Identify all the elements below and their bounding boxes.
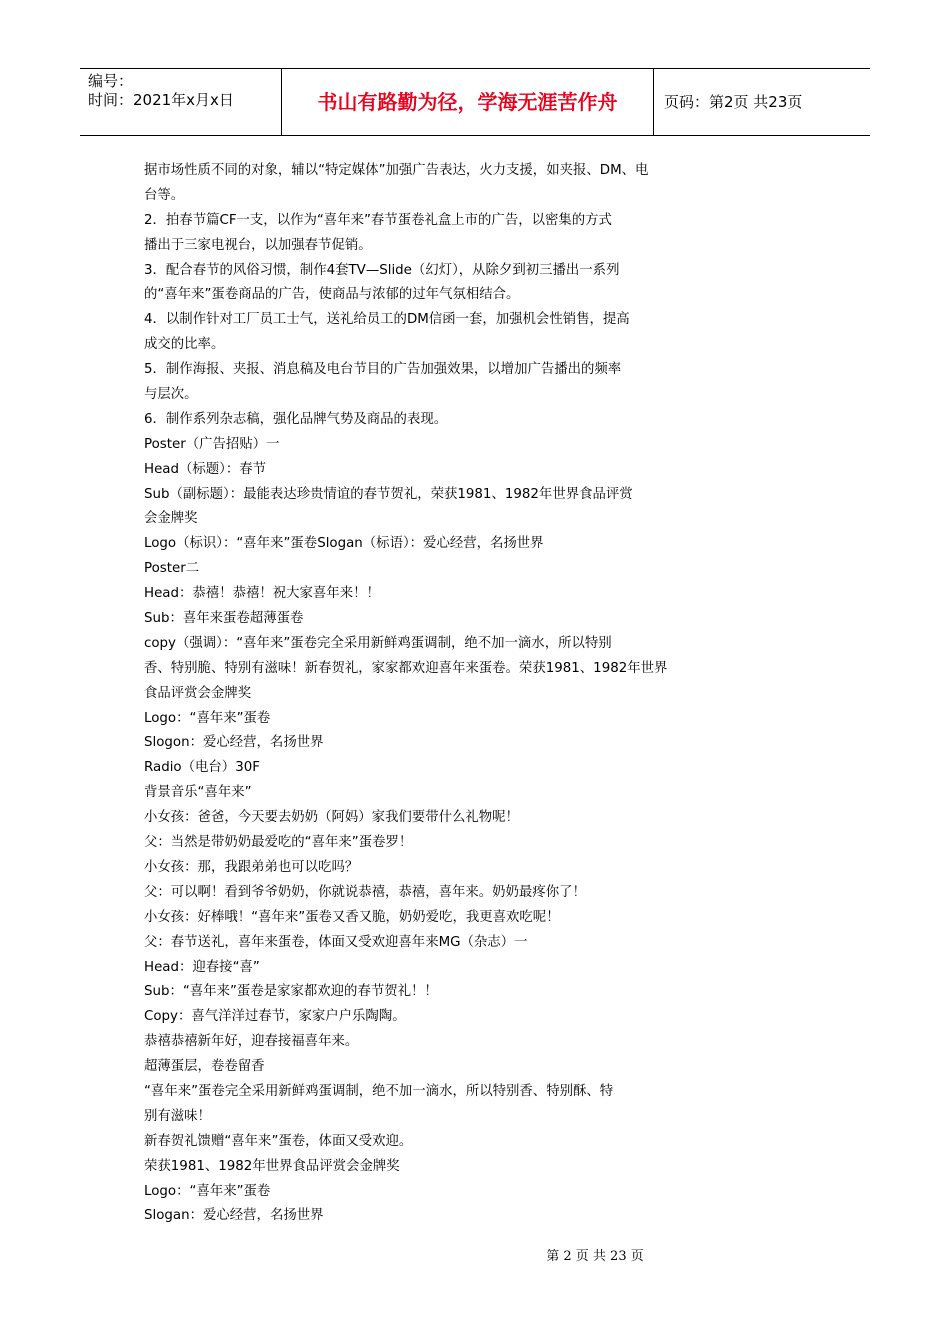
text-line: 食品评赏会金牌奖 <box>144 685 252 701</box>
page-header <box>80 68 870 136</box>
text-line: 6．制作系列杂志稿，强化品牌气势及商品的表现。 <box>144 411 448 427</box>
text-line: Poster二 <box>144 561 200 577</box>
text-line: 父：可以啊！看到爷爷奶奶，你就说恭禧，恭禧，喜年来。奶奶最疼你了！ <box>144 884 586 900</box>
text-line: Slogon：爱心经营，名扬世界 <box>144 735 324 751</box>
text-line: Sub（副标题）：最能表达珍贵情谊的春节贺礼，荣获1981、1982年世界食品评赏 <box>144 486 633 502</box>
document-date: 时间：2021年x月x日 <box>88 91 234 109</box>
text-line: Head：恭禧！恭禧！祝大家喜年来！！ <box>144 586 380 602</box>
header-motto: 书山有路勤为径，学海无涯苦作舟 <box>282 69 654 135</box>
text-line: Sub：“喜年来”蛋卷是家家都欢迎的春节贺礼！！ <box>144 984 438 1000</box>
document-number-label: 编号： <box>88 72 134 90</box>
text-line: 超薄蛋层，卷卷留香 <box>144 1059 265 1075</box>
text-line: 小女孩：那，我跟弟弟也可以吃吗？ <box>144 859 359 875</box>
text-line: Sub：喜年来蛋卷超薄蛋卷 <box>144 611 304 627</box>
text-line: 背景音乐“喜年来” <box>144 785 252 801</box>
text-line: 新春贺礼馈赠“喜年来”蛋卷，体面又受欢迎。 <box>144 1133 413 1149</box>
text-line: Copy：喜气洋洋过春节，家家户户乐陶陶。 <box>144 1009 406 1025</box>
page-footer: 第 2 页 共 23 页 <box>546 1249 644 1264</box>
text-line: Head：迎春接“喜” <box>144 959 260 975</box>
text-line: Logo：“喜年来”蛋卷 <box>144 1183 271 1199</box>
text-line: 据市场性质不同的对象，辅以“特定媒体”加强广告表达，火力支援，如夹报、DM、电 <box>144 163 649 178</box>
text-line: 播出于三家电视台，以加强春节促销。 <box>144 237 372 253</box>
text-line: 2．拍春节篇CF一支，以作为“喜年来”春节蛋卷礼盒上市的广告，以密集的方式 <box>144 212 612 228</box>
text-line: 成交的比率。 <box>144 337 225 353</box>
text-line: 小女孩：好棒哦！“喜年来”蛋卷又香又脆，奶奶爱吃，我更喜欢吃呢！ <box>144 909 560 925</box>
header-meta <box>80 69 282 135</box>
header-page-info: 页码：第2页 共23页 <box>664 93 803 111</box>
text-line: 与层次。 <box>144 387 198 403</box>
text-line: Slogan：爱心经营，名扬世界 <box>144 1208 324 1224</box>
text-line: 香、特别脆、特别有滋味！新春贺礼，家家都欢迎喜年来蛋卷。荣获1981、1982年世界 <box>144 660 668 676</box>
text-line: 父：春节送礼，喜年来蛋卷，体面又受欢迎喜年来MG（杂志）一 <box>144 934 528 950</box>
text-line: 5．制作海报、夹报、消息稿及电台节目的广告加强效果，以增加广告播出的频率 <box>144 362 622 378</box>
text-line: “喜年来”蛋卷完全采用新鲜鸡蛋调制，绝不加一滴水，所以特别香、特别酥、特 <box>144 1083 614 1099</box>
text-line: 的“喜年来”蛋卷商品的广告，使商品与浓郁的过年气氛相结合。 <box>144 287 520 303</box>
text-line: Logo：“喜年来”蛋卷 <box>144 710 271 726</box>
text-line: Poster（广告招贴）一 <box>144 436 280 452</box>
document-body <box>144 159 744 1229</box>
text-line: 台等。 <box>144 187 185 203</box>
text-line: copy（强调）：“喜年来”蛋卷完全采用新鲜鸡蛋调制，绝不加一滴水，所以特别 <box>144 635 612 651</box>
text-line: 父：当然是带奶奶最爱吃的“喜年来”蛋卷罗！ <box>144 835 413 851</box>
text-line: 荣获1981、1982年世界食品评赏会金牌奖 <box>144 1158 400 1174</box>
text-line: Head（标题）：春节 <box>144 461 267 477</box>
text-line: 恭禧恭禧新年好，迎春接福喜年来。 <box>144 1034 359 1050</box>
text-line: Logo（标识）：“喜年来”蛋卷Slogan（标语）：爱心经营，名扬世界 <box>144 536 544 552</box>
text-line: 小女孩：爸爸，今天要去奶奶（阿妈）家我们要带什么礼物呢！ <box>144 810 519 826</box>
text-line: 会金牌奖 <box>144 511 198 527</box>
text-line: 3．配合春节的风俗习惯，制作4套TV—Slide（幻灯），从除夕到初三播出一系列 <box>144 262 620 278</box>
text-line: 4．以制作针对工厂员工士气，送礼给员工的DM信函一套，加强机会性销售，提高 <box>144 312 630 328</box>
text-line: Radio（电台）30F <box>144 760 260 776</box>
text-line: 别有滋味！ <box>144 1108 211 1124</box>
